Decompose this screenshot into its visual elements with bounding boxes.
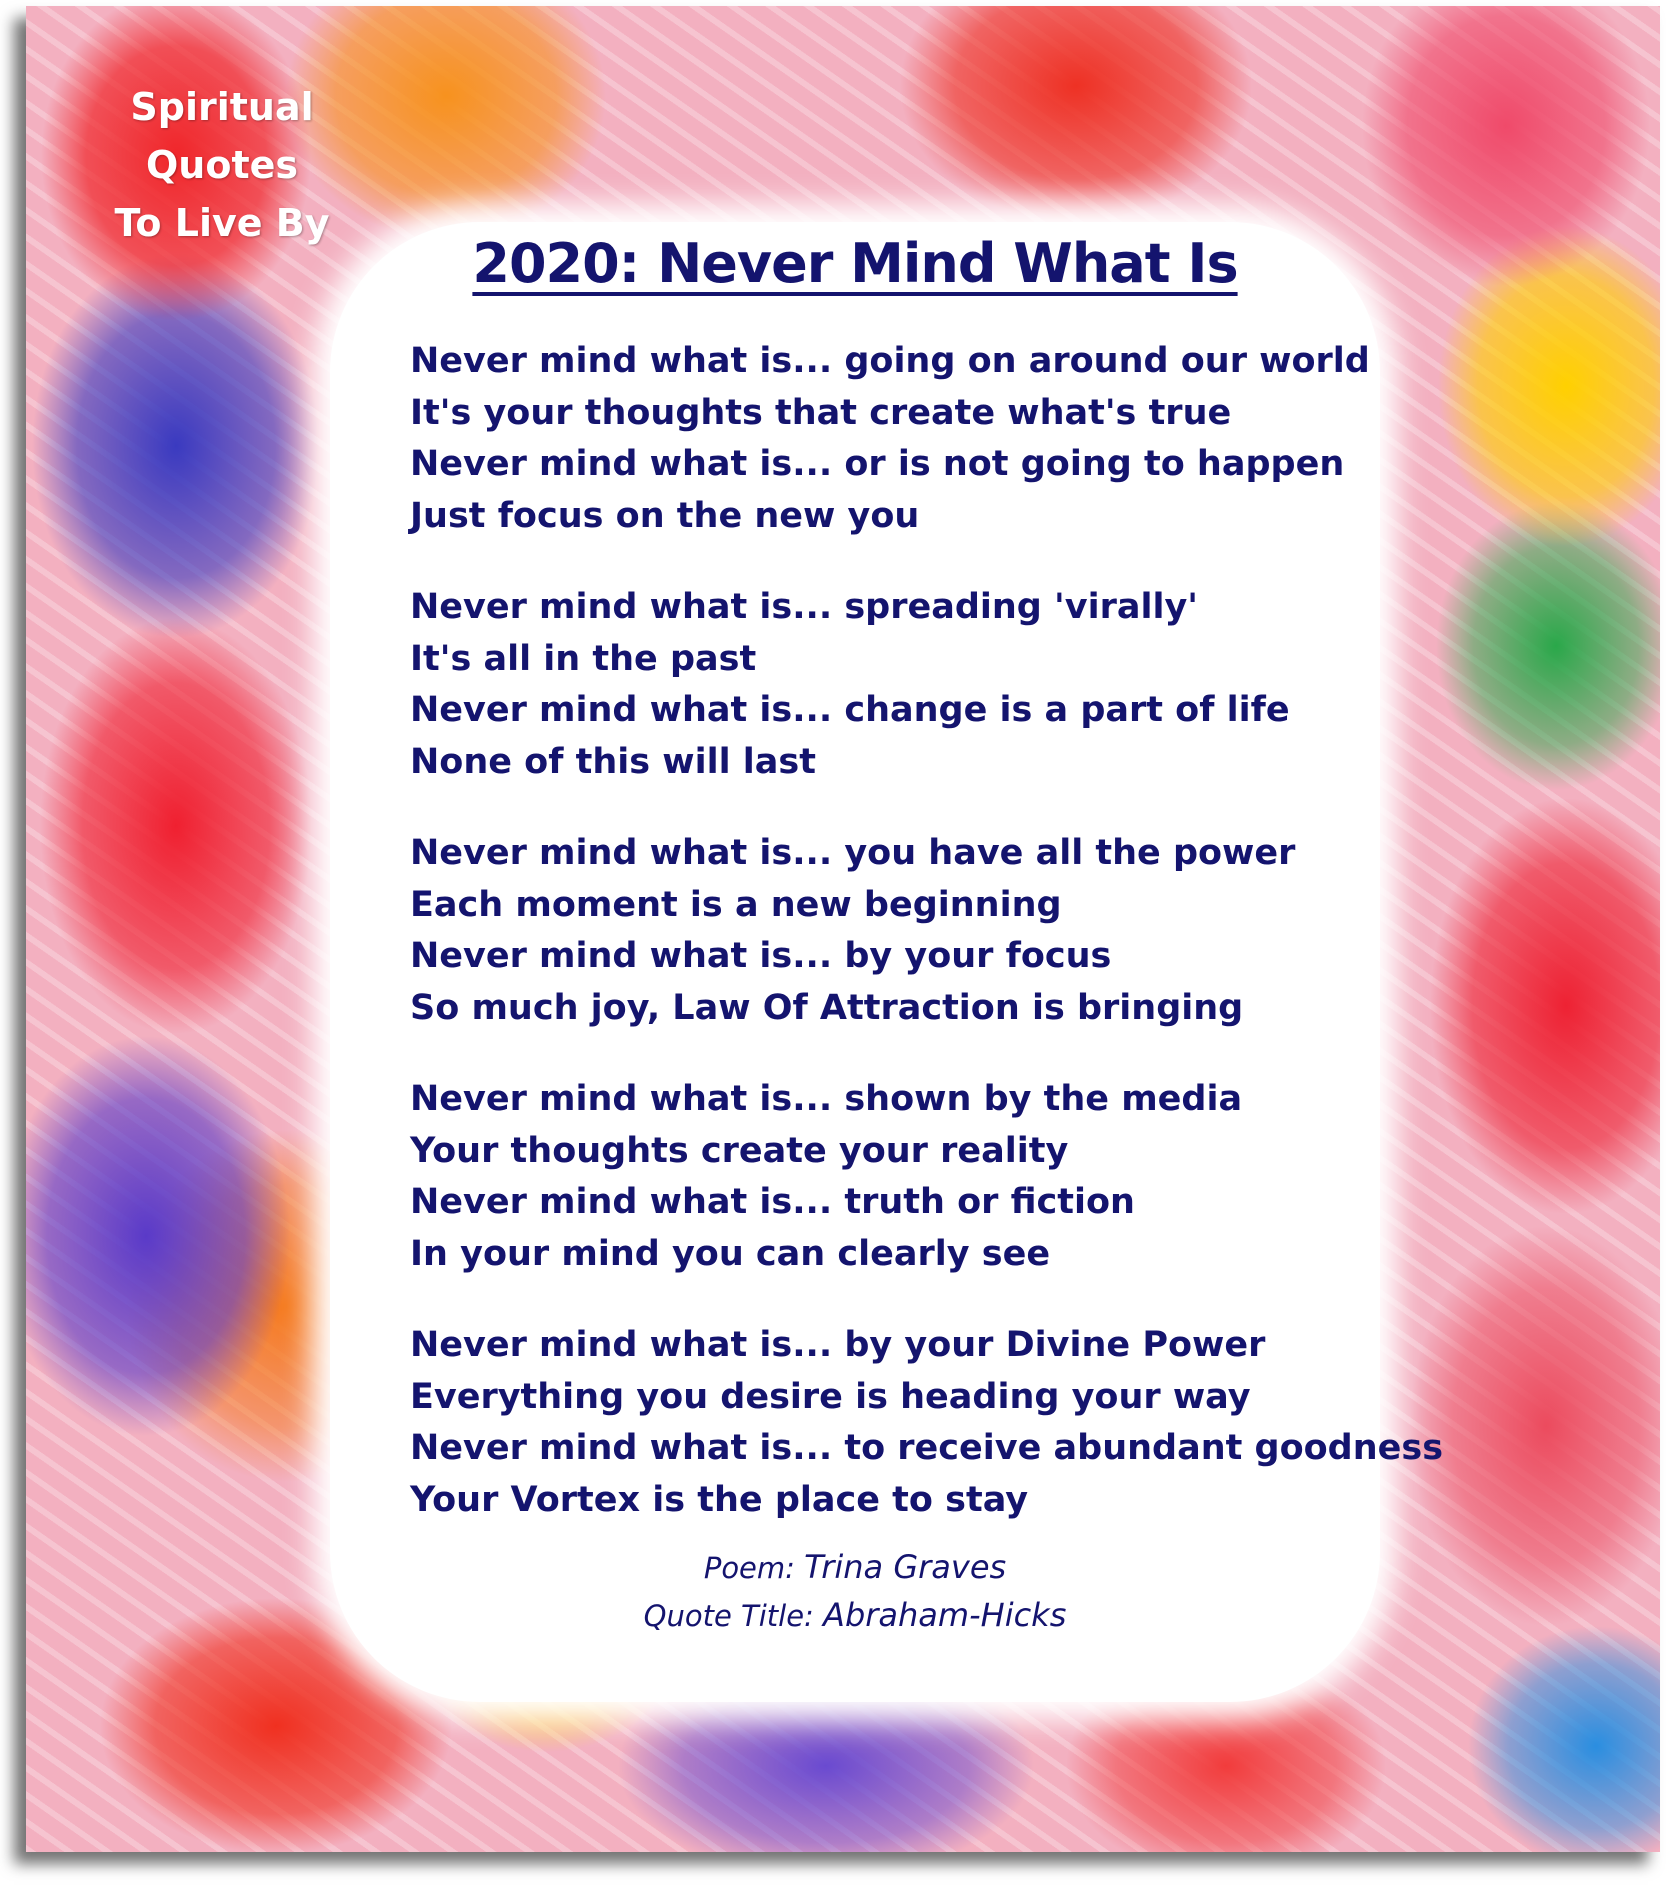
poem-line: Never mind what is... truth or fiction xyxy=(410,1182,1135,1222)
quote-title-label: Quote Title: xyxy=(643,1599,814,1633)
poem-credit-label: Poem: xyxy=(703,1551,795,1585)
quote-author: Abraham-Hicks xyxy=(823,1596,1067,1634)
poem-line: Your thoughts create your reality xyxy=(410,1130,1069,1171)
stanza xyxy=(410,1074,1443,1280)
poem-author: Trina Graves xyxy=(804,1548,1007,1586)
poem-line: Never mind what is... by your focus xyxy=(410,936,1112,976)
poem-title: 2020: Never Mind What Is xyxy=(472,232,1238,295)
site-logo xyxy=(52,78,392,252)
poem-line: Just focus on the new you xyxy=(410,495,920,536)
poem-line: Never mind what is... shown by the media xyxy=(410,1079,1243,1119)
stanza xyxy=(410,1320,1443,1526)
poem-line: Never mind what is... change is a part of life xyxy=(410,690,1290,730)
poem-body xyxy=(410,336,1443,1566)
poem-line: None of this will last xyxy=(410,741,816,782)
poem-line: Everything you desire is heading your way xyxy=(410,1376,1251,1417)
logo-line-2: To Live By xyxy=(114,201,330,245)
logo-line-1: Spiritual Quotes xyxy=(130,85,314,187)
stanza xyxy=(410,828,1443,1034)
poem-line: In your mind you can clearly see xyxy=(410,1233,1051,1274)
poem-line: Each moment is a new beginning xyxy=(410,884,1062,925)
poem-credit xyxy=(330,1544,1380,1592)
poem-line: Never mind what is... or is not going to happen xyxy=(410,444,1345,484)
stanza xyxy=(410,336,1443,542)
poem-line: Never mind what is... you have all the power xyxy=(410,833,1296,873)
poem-line: Never mind what is... to receive abundant goodness xyxy=(410,1428,1444,1468)
quote-title-credit xyxy=(330,1592,1380,1640)
poem-line: It's your thoughts that create what's true xyxy=(410,392,1232,433)
poem-line: It's all in the past xyxy=(410,638,757,679)
poem-line: Never mind what is... spreading 'virally' xyxy=(410,587,1198,627)
stanza xyxy=(410,582,1443,788)
poem-line: So much joy, Law Of Attraction is bringing xyxy=(410,987,1244,1028)
poem-line: Never mind what is... going on around our world xyxy=(410,341,1370,381)
credits xyxy=(330,1544,1380,1640)
poem-line: Your Vortex is the place to stay xyxy=(410,1479,1029,1520)
poem-line: Never mind what is... by your Divine Power xyxy=(410,1325,1266,1365)
